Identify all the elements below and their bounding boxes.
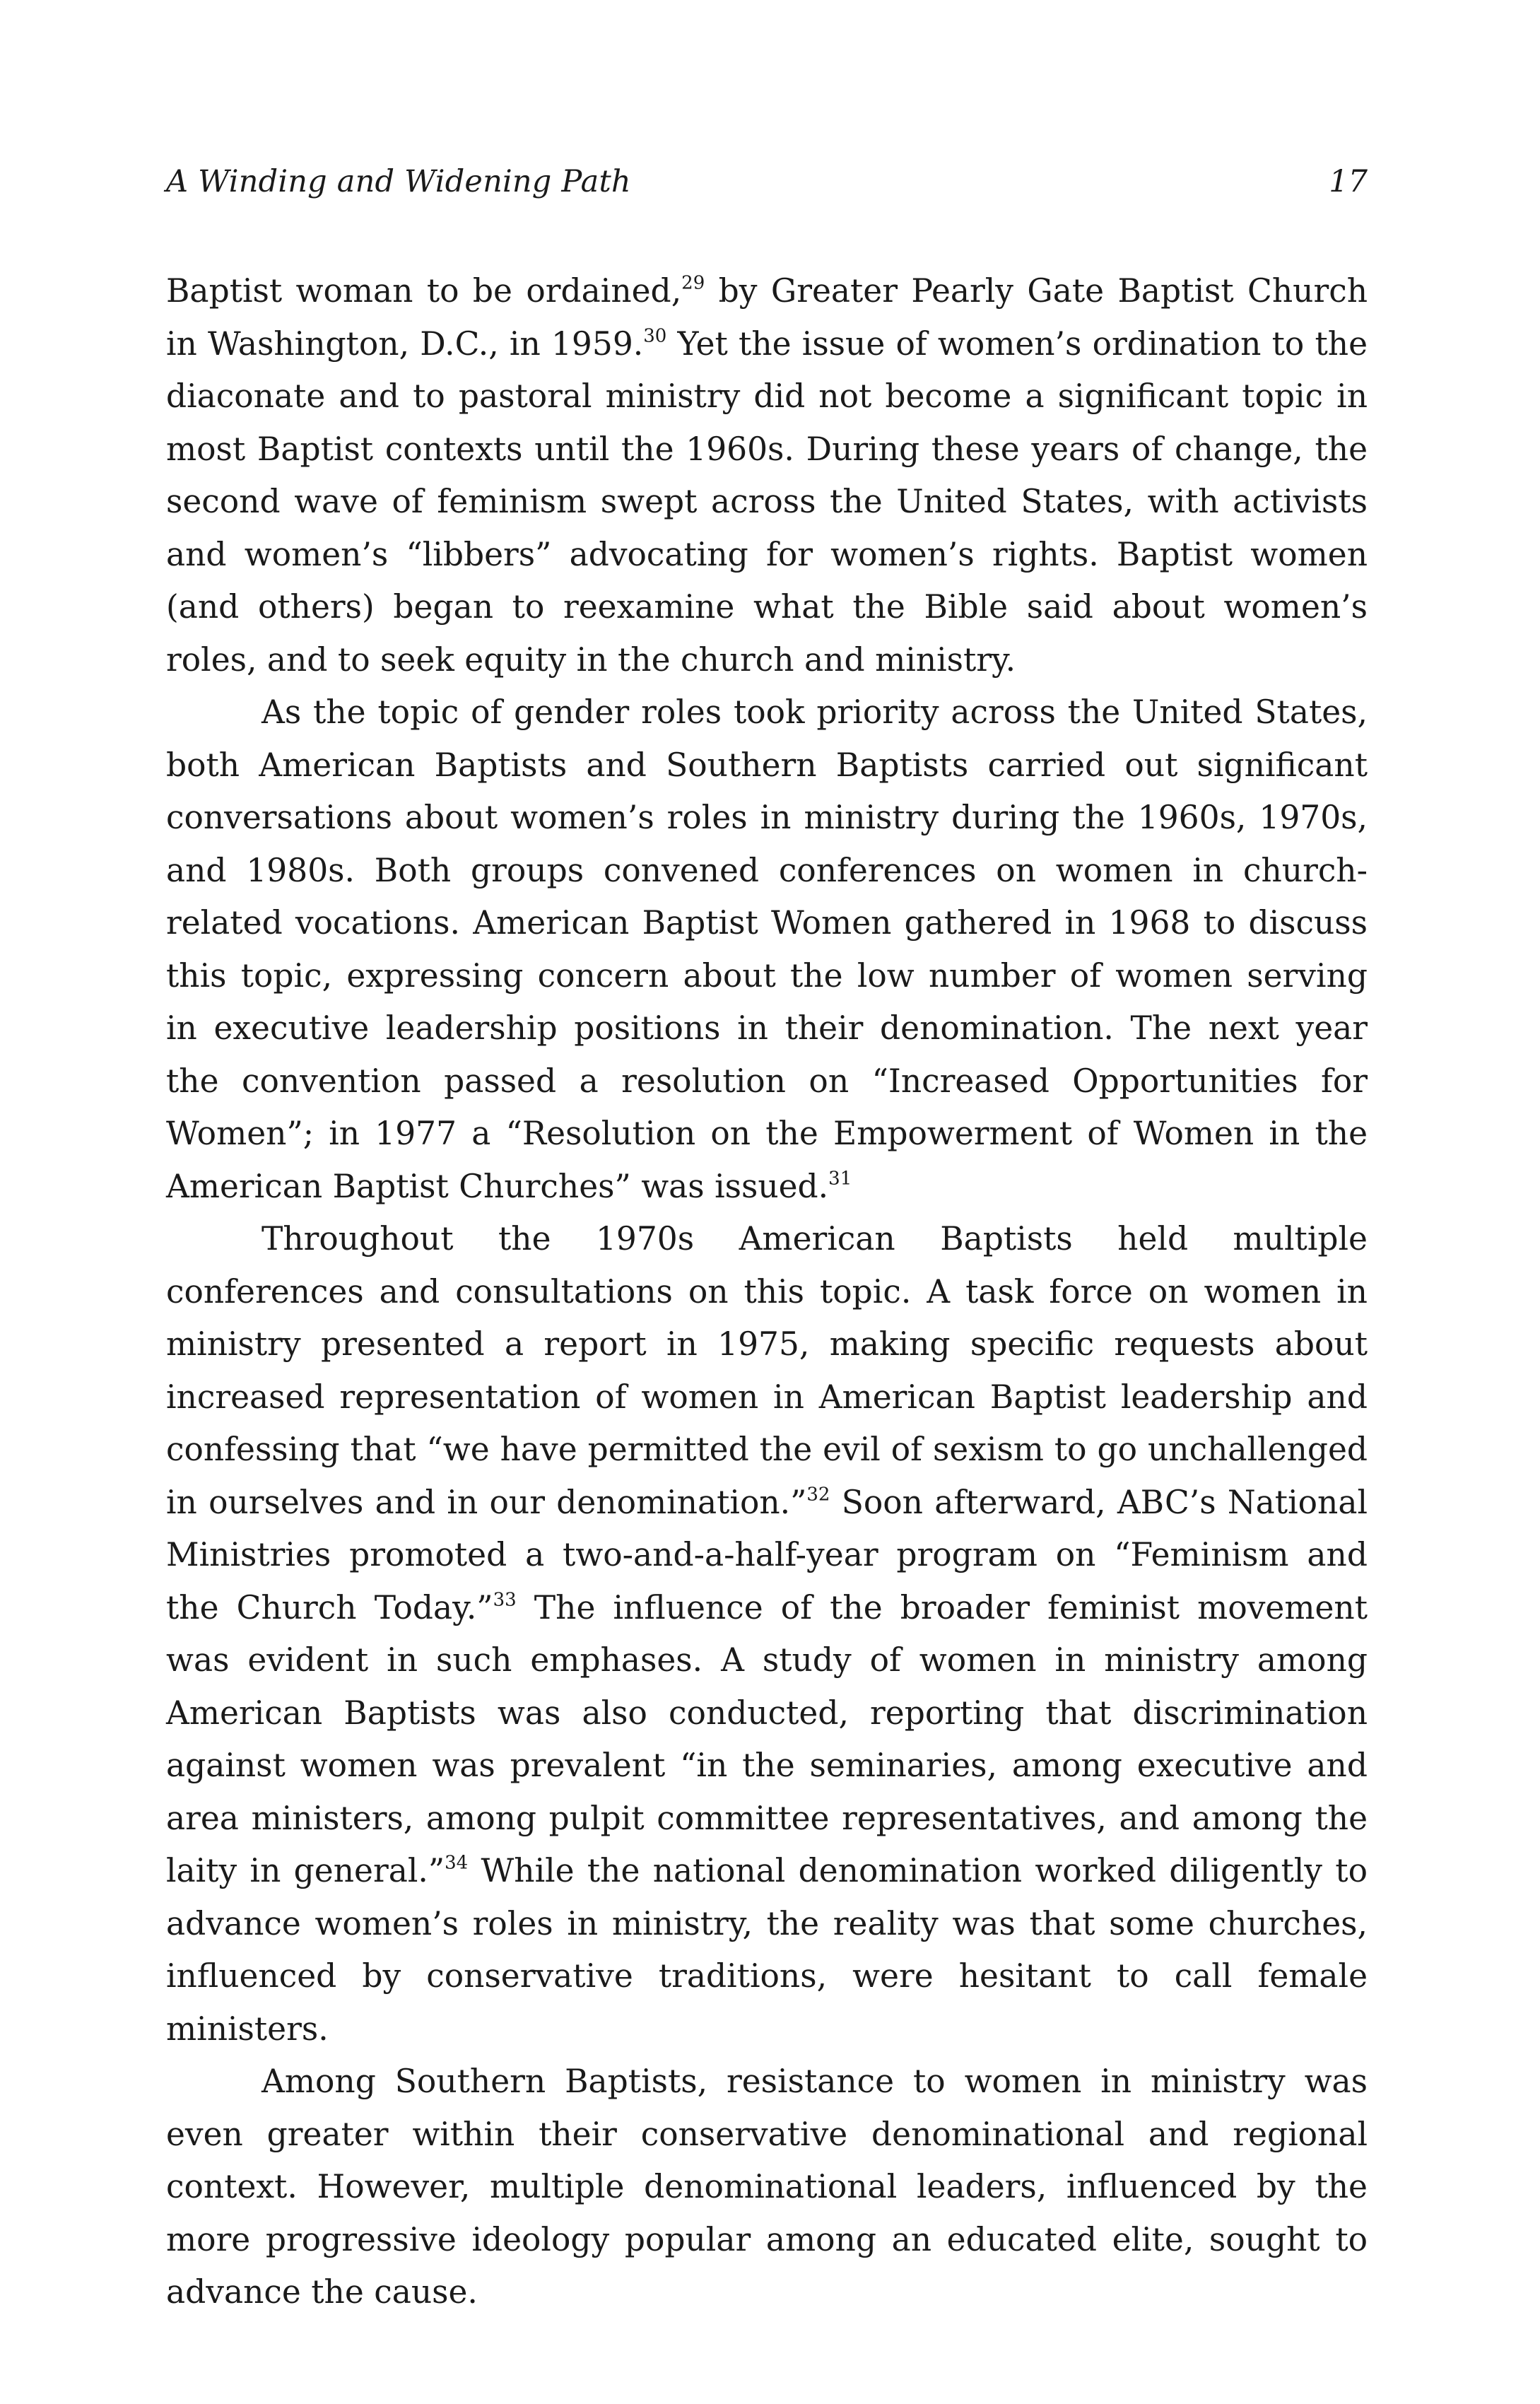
text-run: Throughout the 1970s American Baptists held multiple conferences and consultations on this topic. A task force on women in ministry presented a report in 1975, making specific requests about increased representation of women in American Baptist leadership and confessing that “we have permitted the evil of sexism to go unchallenged in ourselves and in our denomination.” <box>166 1220 1368 1521</box>
text-run: Yet the issue of women’s ordination to the diaconate and to pastoral ministry did not become a significant topic in most Baptist contexts until the 1960s. During these years of change, the second wave of feminism swept across the United States, with activists and women’s “libbers” advocating for women’s rights. Baptist women (and others) began to reexamine what the Bible said about women’s roles, and to seek equity in the church and ministry. <box>166 324 1368 679</box>
footnote-ref: 30 <box>643 324 667 346</box>
footnote-ref: 32 <box>806 1483 830 1505</box>
body-text <box>166 265 1368 2319</box>
paragraph <box>166 2056 1368 2319</box>
footnote-ref: 31 <box>828 1167 852 1189</box>
paragraph <box>166 265 1368 686</box>
text-run: by Greater Pearly Gate Baptist Church in Washington, D.C., in 1959. <box>166 272 1368 363</box>
running-head <box>166 164 1368 221</box>
text-run: Soon afterward, ABC’s National Ministries promoted a two-and-a-half-year program on “Feminism and the Church Today.” <box>166 1483 1368 1626</box>
text-run: While the national denomination worked diligently to advance women’s roles in ministry, the reality was that some churches, influenced by conservative traditions, were hesitant to call female ministers. <box>166 1852 1368 2048</box>
text-run: As the topic of gender roles took priority across the United States, both American Baptists and Southern Baptists carried out significant conversations about women’s roles in ministry during the 1960s, 1970s, and 1980s. Both groups convened conferences on women in church-related vocations. American Baptist Women gathered in 1968 to discuss this topic, expressing concern about the low number of women serving in executive leadership positions in their denomination. The next year the convention passed a resolution on “Increased Opportunities for Women”; in 1977 a “Resolution on the Empowerment of Women in the American Baptist Churches” was issued. <box>166 693 1368 1205</box>
running-title: A Winding and Widening Path <box>166 164 631 199</box>
footnote-ref: 29 <box>681 272 705 294</box>
paragraph <box>166 686 1368 1213</box>
text-run: Among Southern Baptists, resistance to women in ministry was even greater within their conservative denominational and regional context. However, multiple denominational leaders, influenced by the more progressive ideology popular among an educated elite, sought to advance the cause. <box>166 2063 1368 2311</box>
text-run: The influence of the broader feminist movement was evident in such emphases. A study of women in ministry among American Baptists was also conducted, reporting that discrimination against women was prevalent “in the seminaries, among executive and area ministers, among pulpit committee representatives, and among the laity in general.” <box>166 1588 1368 1889</box>
paragraph <box>166 1213 1368 2056</box>
page-number: 17 <box>1329 164 1368 199</box>
text-run: Baptist woman to be ordained, <box>166 272 682 310</box>
footnote-ref: 34 <box>445 1852 469 1874</box>
footnote-ref: 33 <box>493 1588 517 1610</box>
